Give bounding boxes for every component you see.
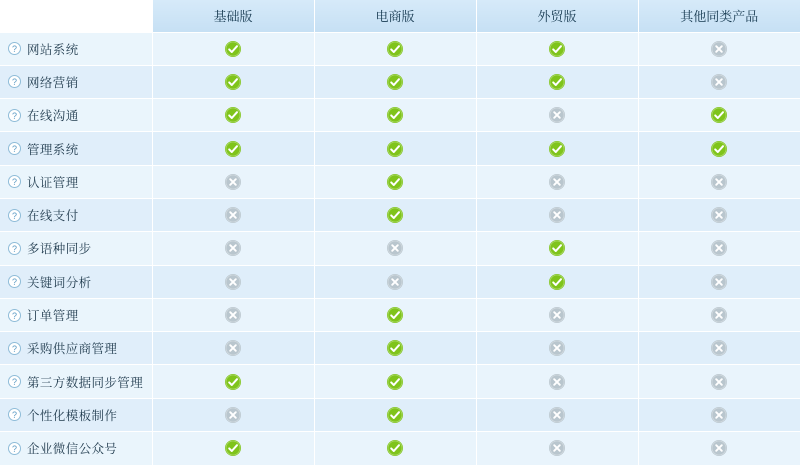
availability-cell (638, 32, 800, 65)
feature-column-header (0, 0, 152, 32)
feature-cell (0, 332, 152, 365)
check-circle-icon (387, 41, 403, 57)
feature-label: 网络营销 (27, 75, 79, 90)
availability-cell (638, 65, 800, 98)
availability-cell (476, 99, 638, 132)
availability-cell (152, 165, 314, 198)
availability-cell (152, 298, 314, 331)
check-circle-icon (387, 374, 403, 390)
check-circle-icon (387, 107, 403, 123)
cross-circle-icon (711, 174, 727, 190)
availability-cell (638, 398, 800, 431)
availability-cell (476, 65, 638, 98)
table-row (0, 99, 800, 132)
feature-cell (0, 65, 152, 98)
table-row (0, 298, 800, 331)
availability-cell (314, 32, 476, 65)
check-circle-icon (225, 440, 241, 456)
availability-cell (314, 232, 476, 265)
table-row (0, 198, 800, 231)
feature-cell (0, 398, 152, 431)
table-row (0, 232, 800, 265)
cross-circle-icon (387, 274, 403, 290)
question-mark-icon[interactable]: ? (8, 42, 21, 55)
availability-cell (476, 198, 638, 231)
availability-cell (152, 432, 314, 465)
availability-cell (314, 298, 476, 331)
table-header-row (0, 0, 800, 32)
availability-cell (476, 32, 638, 65)
cross-circle-icon (549, 374, 565, 390)
check-circle-icon (387, 340, 403, 356)
availability-cell (314, 365, 476, 398)
availability-cell (152, 198, 314, 231)
plan-header-2: 外贸版 (476, 0, 638, 32)
feature-label: 多语种同步 (27, 242, 92, 257)
availability-cell (314, 132, 476, 165)
check-circle-icon (225, 374, 241, 390)
feature-label: 企业微信公众号 (27, 442, 118, 457)
cross-circle-icon (225, 174, 241, 190)
cross-circle-icon (225, 340, 241, 356)
question-mark-icon[interactable]: ? (8, 242, 21, 255)
table-row (0, 398, 800, 431)
feature-label: 关键词分析 (27, 275, 92, 290)
availability-cell (638, 332, 800, 365)
feature-label: 采购供应商管理 (27, 342, 118, 357)
question-mark-icon[interactable]: ? (8, 75, 21, 88)
cross-circle-icon (711, 274, 727, 290)
feature-label: 管理系统 (27, 142, 79, 157)
check-circle-icon (549, 41, 565, 57)
cross-circle-icon (387, 240, 403, 256)
availability-cell (638, 365, 800, 398)
cross-circle-icon (711, 307, 727, 323)
availability-cell (314, 432, 476, 465)
feature-label: 网站系统 (27, 42, 79, 57)
cross-circle-icon (549, 340, 565, 356)
cross-circle-icon (711, 340, 727, 356)
availability-cell (152, 32, 314, 65)
table-body (0, 32, 800, 465)
check-circle-icon (387, 440, 403, 456)
availability-cell (314, 332, 476, 365)
check-circle-icon (225, 141, 241, 157)
table-row (0, 32, 800, 65)
plan-header-0: 基础版 (152, 0, 314, 32)
feature-label: 在线支付 (27, 209, 79, 224)
feature-label: 第三方数据同步管理 (27, 375, 144, 390)
availability-cell (476, 298, 638, 331)
availability-cell (476, 398, 638, 431)
check-circle-icon (549, 74, 565, 90)
availability-cell (476, 432, 638, 465)
feature-cell (0, 365, 152, 398)
availability-cell (314, 198, 476, 231)
plan-header-1: 电商版 (314, 0, 476, 32)
availability-cell (152, 132, 314, 165)
table-row (0, 165, 800, 198)
cross-circle-icon (711, 74, 727, 90)
availability-cell (314, 65, 476, 98)
availability-cell (638, 232, 800, 265)
feature-cell (0, 165, 152, 198)
feature-cell (0, 198, 152, 231)
availability-cell (152, 365, 314, 398)
question-mark-icon[interactable]: ? (8, 375, 21, 388)
availability-cell (476, 365, 638, 398)
availability-cell (476, 132, 638, 165)
question-mark-icon[interactable]: ? (8, 342, 21, 355)
availability-cell (638, 165, 800, 198)
availability-cell (152, 398, 314, 431)
availability-cell (152, 332, 314, 365)
availability-cell (152, 232, 314, 265)
check-circle-icon (711, 107, 727, 123)
availability-cell (638, 432, 800, 465)
check-circle-icon (387, 407, 403, 423)
plan-header-3: 其他同类产品 (638, 0, 800, 32)
cross-circle-icon (711, 207, 727, 223)
availability-cell (152, 265, 314, 298)
feature-cell (0, 132, 152, 165)
cross-circle-icon (711, 440, 727, 456)
check-circle-icon (387, 174, 403, 190)
availability-cell (314, 99, 476, 132)
feature-cell (0, 298, 152, 331)
table-row (0, 132, 800, 165)
feature-label: 在线沟通 (27, 109, 79, 124)
table-row (0, 332, 800, 365)
feature-cell (0, 265, 152, 298)
question-mark-icon[interactable]: ? (8, 442, 21, 455)
check-circle-icon (225, 41, 241, 57)
check-circle-icon (387, 141, 403, 157)
availability-cell (476, 332, 638, 365)
availability-cell (152, 99, 314, 132)
availability-cell (314, 265, 476, 298)
feature-cell (0, 432, 152, 465)
check-circle-icon (387, 74, 403, 90)
feature-label: 订单管理 (27, 309, 79, 324)
cross-circle-icon (549, 207, 565, 223)
cross-circle-icon (549, 440, 565, 456)
availability-cell (314, 398, 476, 431)
cross-circle-icon (711, 374, 727, 390)
cross-circle-icon (711, 407, 727, 423)
availability-cell (638, 298, 800, 331)
table-row (0, 65, 800, 98)
availability-cell (638, 198, 800, 231)
feature-cell (0, 232, 152, 265)
feature-label: 认证管理 (27, 175, 79, 190)
cross-circle-icon (225, 240, 241, 256)
question-mark-icon[interactable]: ? (8, 209, 21, 222)
check-circle-icon (711, 141, 727, 157)
cross-circle-icon (225, 407, 241, 423)
cross-circle-icon (225, 274, 241, 290)
check-circle-icon (387, 207, 403, 223)
cross-circle-icon (711, 41, 727, 57)
check-circle-icon (549, 274, 565, 290)
check-circle-icon (549, 141, 565, 157)
table-row (0, 265, 800, 298)
check-circle-icon (387, 307, 403, 323)
question-mark-icon[interactable]: ? (8, 109, 21, 122)
availability-cell (638, 132, 800, 165)
table-header (0, 0, 800, 32)
feature-label: 个性化模板制作 (27, 408, 118, 423)
check-circle-icon (225, 107, 241, 123)
question-mark-icon[interactable]: ? (8, 408, 21, 421)
cross-circle-icon (549, 307, 565, 323)
availability-cell (476, 232, 638, 265)
table-row (0, 365, 800, 398)
question-mark-icon[interactable]: ? (8, 175, 21, 188)
table-row (0, 432, 800, 465)
availability-cell (476, 265, 638, 298)
availability-cell (314, 165, 476, 198)
cross-circle-icon (549, 174, 565, 190)
cross-circle-icon (549, 407, 565, 423)
cross-circle-icon (711, 240, 727, 256)
question-mark-icon[interactable]: ? (8, 275, 21, 288)
check-circle-icon (549, 240, 565, 256)
cross-circle-icon (549, 107, 565, 123)
question-mark-icon[interactable]: ? (8, 142, 21, 155)
availability-cell (638, 99, 800, 132)
feature-cell (0, 99, 152, 132)
check-circle-icon (225, 74, 241, 90)
availability-cell (476, 165, 638, 198)
availability-cell (638, 265, 800, 298)
cross-circle-icon (225, 207, 241, 223)
feature-cell (0, 32, 152, 65)
question-mark-icon[interactable]: ? (8, 309, 21, 322)
availability-cell (152, 65, 314, 98)
cross-circle-icon (225, 307, 241, 323)
